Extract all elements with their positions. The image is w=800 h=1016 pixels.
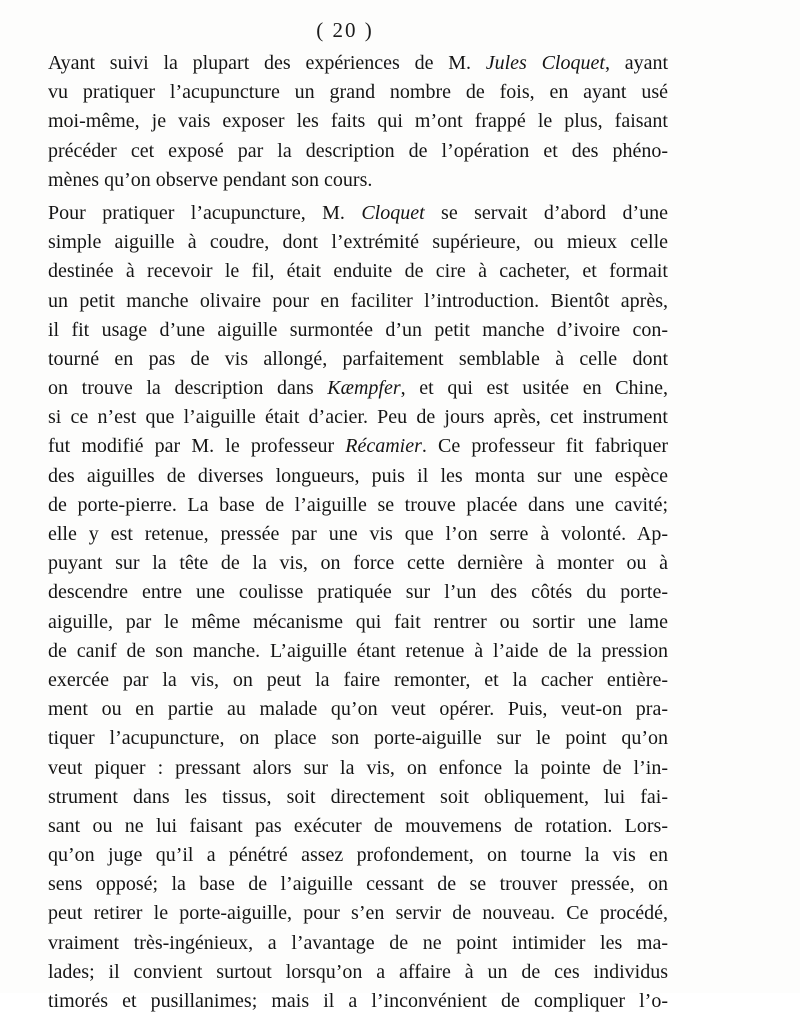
text-line [48,257,668,286]
body-text [48,49,668,1016]
text-segment: ment ou en partie au malade qu’on veut opérer. Puis, veut-on pra- [48,698,668,721]
text-segment: de canif de son manche. L’aiguille étant retenue à l’aide de la pression [48,639,668,662]
text-segment: vraiment très-ingénieux, a l’avantage de ne point intimider les ma- [48,931,668,954]
text-segment: Pour pratiquer l’acupuncture, M. [48,201,362,224]
text-segment: tiquer l’acupuncture, on place son porte-aiguille sur le point qu’on [48,727,668,750]
text-line [48,870,668,899]
text-line [48,783,668,812]
text-segment: elle y est retenue, pressée par une vis que l’on serre à volonté. Ap- [48,523,668,545]
text-line [48,929,668,958]
text-segment: tourné en pas de vis allongé, parfaitement semblable à celle dont [48,347,668,370]
text-line [48,432,668,461]
text-segment: veut piquer : pressant alors sur la vis, on enfonce la pointe de l’in- [48,756,668,779]
text-segment: on trouve la description dans [48,377,328,400]
text-segment: précéder cet exposé par la description de l’opération et des phéno- [48,139,668,162]
text-segment: il fit usage d’une aiguille surmontée d’un petit manche d’ivoire con- [48,318,668,341]
text-line [48,287,668,316]
text-line [48,462,668,491]
text-segment: descendre entre une coulisse pratiquée sur l’un des côtés du porte- [48,581,668,604]
text-line [48,107,668,136]
text-line [48,403,668,432]
text-segment: de porte-pierre. La base de l’aiguille se trouve placée dans une cavité; [48,493,668,516]
text-segment: , ayant [604,52,668,74]
text-line [48,754,668,783]
text-segment: vu pratiquer l’acupuncture un grand nombre de fois, en ayant usé [48,81,668,104]
text-line [48,958,668,987]
text-line [48,637,668,666]
text-segment: lades; il convient surtout lorsqu’on a affaire à un de ces individus [48,960,668,983]
text-segment: mènes qu’on observe pendant son cours. [48,168,373,191]
text-segment: fut modifié par M. le professeur [48,435,346,458]
italic-name: Jules Cloquet [485,52,605,74]
text-segment: se servait d’abord d’une [424,201,668,224]
text-segment: si ce n’est que l’aiguille était d’acier. Peu de jours après, cet instrument [48,406,668,429]
text-line [48,608,668,637]
text-line [48,987,668,1016]
text-segment: peut retirer le porte-aiguille, pour s’en servir de nouveau. Ce procédé, [48,902,668,925]
text-segment: , et qui est usitée en Chine, [400,377,668,400]
text-line [48,78,668,107]
text-line [48,345,668,374]
text-segment: puyant sur la tête de la vis, on force cette dernière à monter ou à [48,552,668,575]
text-line [48,841,668,870]
text-line [48,520,668,549]
text-segment: des aiguilles de diverses longueurs, puis il les monta sur une espèce [48,464,668,487]
text-line [48,812,668,841]
text-line [48,199,668,228]
text-segment: qu’on juge qu’il a pénétré assez profondement, on tourne la vis en [48,844,668,867]
text-segment: . Ce professeur fit fabriquer [421,435,668,458]
text-segment: aiguille, par le même mécanisme qui fait rentrer ou sortir une lame [48,610,668,633]
text-line [48,666,668,695]
text-segment: un petit manche olivaire pour en faciliter l’introduction. Bientôt après, [48,289,668,312]
text-line [48,724,668,753]
text-line [48,166,668,195]
text-line [48,374,668,403]
text-line [48,228,668,257]
text-segment: timorés et pusillanimes; mais il a l’inconvénient de compliquer l’o- [48,990,668,1012]
text-segment: moi-même, je vais exposer les faits qui m’ont frappé le plus, faisant [48,110,668,133]
text-line [48,491,668,520]
text-line [48,899,668,928]
italic-name: Kæmpfer [327,377,401,400]
text-segment: simple aiguille à coudre, dont l’extrémité supérieure, ou mieux celle [48,231,668,254]
italic-name: Récamier [345,435,422,458]
text-line [48,137,668,166]
text-segment: strument dans les tissus, soit directement soit obliquement, lui fai- [48,785,668,808]
text-line [48,49,668,78]
text-line [48,316,668,345]
text-segment: sens opposé; la base de l’aiguille cessant de se trouver pressée, on [48,873,668,896]
text-segment: exercée par la vis, on peut la faire remonter, et la cacher entière- [48,668,668,691]
text-segment: Ayant suivi la plupart des expériences de M. [48,52,486,74]
italic-name: Cloquet [361,201,425,224]
text-segment: sant ou ne lui faisant pas exécuter de mouvemens de rotation. Lors- [48,814,668,837]
page-number: ( 20 ) [316,18,374,42]
text-line [48,549,668,578]
text-line [48,695,668,724]
text-line [48,578,668,607]
text-segment: destinée à recevoir le fil, était enduite de cire à cacheter, et formait [48,260,668,283]
